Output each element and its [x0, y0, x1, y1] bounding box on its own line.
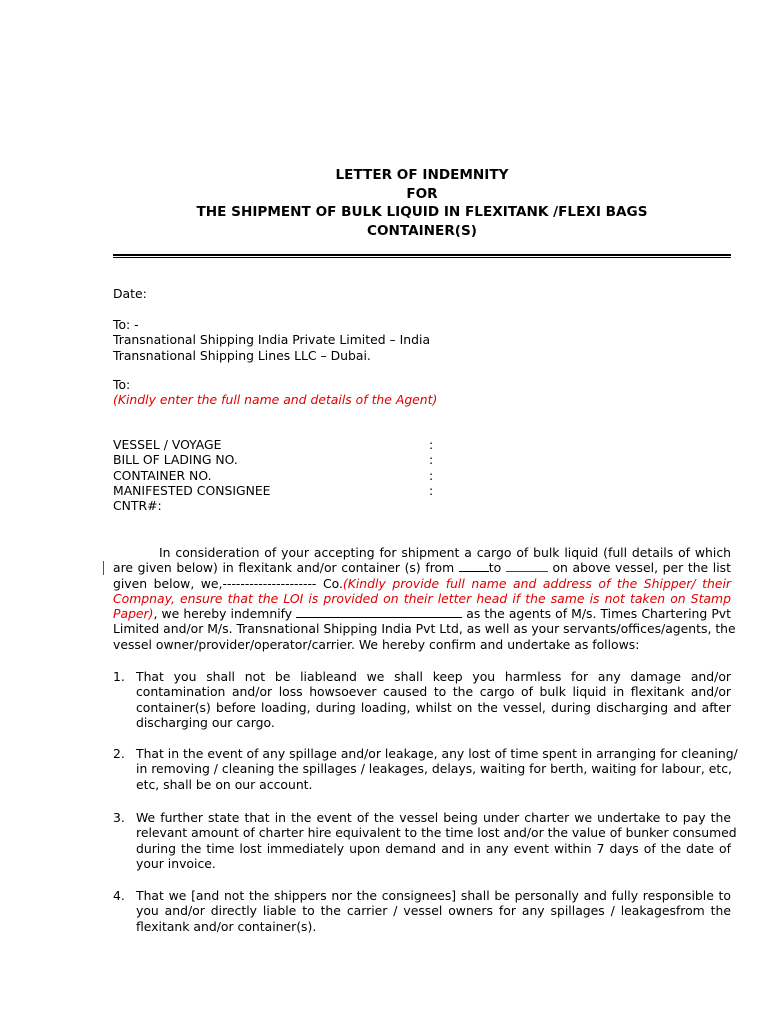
item-line: contamination and/or loss howsoever caused to the cargo of bulk liquid in flexitank and/or: [136, 684, 731, 700]
item-line: That we [and not the shippers nor the consignees] shall be personally and fully responsible to: [136, 888, 731, 903]
item-line: flexitank and/or container(s).: [136, 918, 317, 934]
blank-from: [459, 560, 489, 572]
field-label: VESSEL / VOYAGE: [113, 437, 222, 452]
addressee-line-1: Transnational Shipping India Private Limited – India: [113, 332, 431, 348]
intro-paragraph: [113, 545, 736, 652]
item-number: 3.: [113, 810, 125, 825]
intro-line: Limited and/or M/s. Transnational Shipping India Pvt Ltd, as well as your servants/offices/agents, the: [113, 621, 736, 637]
addressee-line-2: Transnational Shipping Lines LLC – Dubai.: [113, 347, 371, 363]
document-title: [113, 166, 731, 240]
field-label: CNTR#:: [113, 498, 162, 514]
agent-block: [113, 377, 437, 408]
intro-line: In consideration of your accepting for shipment a cargo of bulk liquid (full details of which: [159, 545, 731, 560]
item-line: container(s) before loading, during loading, whilst on the vessel, during discharging and after: [136, 699, 731, 715]
item-line: you and/or directly liable to the carrier / vessel owners for any spillages / leakagesfrom the: [136, 903, 731, 919]
item-line: in removing / cleaning the spillages / leakages, delays, waiting for berth, waiting for labour, etc,: [136, 761, 732, 777]
item-number: 4.: [113, 888, 125, 903]
field-label: CONTAINER NO.: [113, 467, 212, 483]
item-line: That you shall not be liableand we shall keep you harmless for any damage and/or: [136, 669, 731, 684]
intro-line: vessel owner/provider/operator/carrier. We hereby confirm and undertake as follows:: [113, 636, 640, 652]
title-line-2: FOR: [406, 185, 438, 202]
addressee-block: [113, 317, 430, 363]
blank-indemnify: [296, 606, 462, 618]
shipper-instruction: (Kindly provide full name and address of the Shipper/ their: [342, 575, 731, 591]
item-text: [136, 746, 738, 792]
shipment-fields: [113, 437, 443, 513]
field-row: [113, 452, 443, 467]
item-line: during the time lost immediately upon demand and in any event within 7 days of the date of: [136, 840, 731, 856]
field-separator: :: [429, 437, 434, 452]
agent-instruction: (Kindly enter the full name and details of the Agent): [113, 392, 438, 408]
item-line: That in the event of any spillage and/or leakage, any lost of time spent in arranging for cleaning/: [136, 746, 738, 761]
item-line: etc, shall be on our account.: [136, 776, 313, 792]
item-text: [136, 888, 731, 934]
title-divider: [113, 254, 731, 258]
item-line: discharging our cargo.: [136, 714, 275, 730]
field-label: MANIFESTED CONSIGNEE: [113, 482, 271, 498]
intro-text: given below, we,--------------------- Co.: [113, 575, 343, 591]
intro-text: are given below) in flexitank and/or container (s) from: [113, 560, 459, 576]
title-line-3: THE SHIPMENT OF BULK LIQUID IN FLEXITANK /FLEXI BAGS: [196, 204, 648, 220]
field-separator: :: [429, 452, 434, 468]
text-cursor-marker: [103, 561, 104, 575]
item-line: relevant amount of charter hire equivalent to the time lost and/or the value of bunker consumed: [136, 825, 737, 841]
intro-line: [113, 606, 731, 621]
field-label: BILL OF LADING NO.: [113, 452, 238, 468]
field-row: [113, 498, 443, 513]
title-line-1: LETTER OF INDEMNITY: [335, 167, 509, 183]
date-label: Date:: [113, 286, 147, 301]
field-row: [113, 468, 443, 483]
item-number: 1.: [113, 669, 125, 684]
to-label: To: -: [113, 317, 139, 332]
shipper-instruction-end: Paper): [113, 606, 154, 622]
field-separator: :: [429, 482, 434, 498]
item-line: We further state that in the event of the vessel being under charter we undertake to pay the: [136, 810, 731, 825]
field-row: [113, 437, 443, 452]
item-number: 2.: [113, 746, 125, 761]
intro-text: to: [488, 560, 506, 576]
intro-line: Compnay, ensure that the LOI is provided on their letter head if the same is not taken on Stamp: [113, 590, 731, 606]
agent-to-label: To:: [113, 377, 131, 392]
item-text: [136, 810, 737, 871]
intro-line: [113, 560, 731, 575]
field-row: [113, 483, 443, 498]
intro-text: as the agents of M/s. Times Chartering Pvt: [462, 606, 731, 622]
intro-text: , we hereby indemnify: [153, 606, 297, 622]
intro-line: [113, 576, 731, 591]
item-text: [136, 669, 731, 730]
blank-to: [506, 560, 548, 572]
intro-text: on above vessel, per the list: [547, 560, 731, 576]
item-line: your invoice.: [136, 855, 216, 871]
field-separator: :: [429, 467, 434, 483]
title-line-4: CONTAINER(S): [366, 222, 478, 239]
